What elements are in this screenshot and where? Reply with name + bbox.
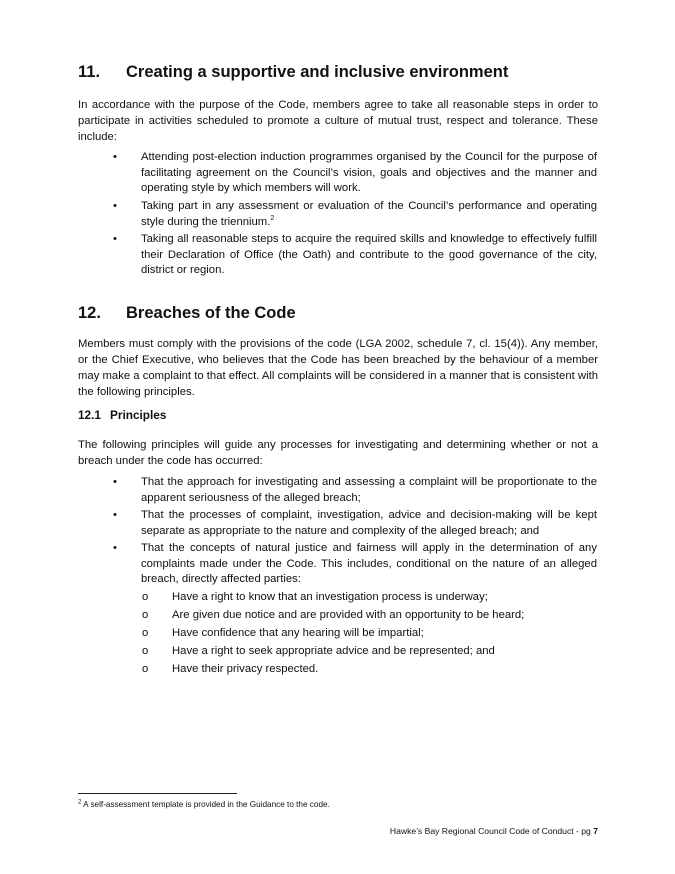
bullet-marker: • [113,151,117,163]
bullet-text: That the processes of complaint, investigation, advice and decision-making will be kept separate as appropriate to the nature and complexity of the alleged breach; and [141,509,597,537]
sub-bullet-text: Have a right to seek appropriate advice and be represented; and [172,645,495,657]
section-11-number: 11. [78,63,101,81]
bullet-marker: • [113,476,117,488]
sub-bullet-marker: o [142,609,149,621]
bullet-marker: • [113,509,117,521]
page-number: 7 [593,826,598,836]
bullet-text: Attending post-election induction programmes organised by the Council for the purpose of facilitating agreement on the Council’s vision, goals and objectives and the manner and operating style by which members will work. [141,151,597,194]
sub-bullet-text: Have their privacy respected. [172,663,319,675]
sub-bullet-text: Have confidence that any hearing will be impartial; [172,627,424,639]
subsection-12-1-heading [78,408,166,422]
section-12-heading [78,304,296,323]
sub-bullet-marker: o [142,627,149,639]
section-12-number: 12. [78,304,101,322]
bullet-marker: • [113,200,117,212]
footnote-reference[interactable]: 2 [270,214,275,222]
section-11-heading [78,63,508,82]
footnote-number: 2 [78,799,82,806]
bullet-text: Taking all reasonable steps to acquire the required skills and knowledge to effectively fulfill their Declaration of Office (the Oath) and contribute to the good governance of the city, district or region. [141,233,597,276]
bullet-marker: • [113,233,117,245]
sub-bullet-marker: o [142,645,149,657]
sub-bullet-marker: o [142,663,149,675]
bullet-text-body: Taking part in any assessment or evaluation of the Council’s performance and operating style during the triennium. [141,200,597,228]
footnote-text: A self-assessment template is provided in the Guidance to the code. [81,800,330,809]
principles-intro: The following principles will guide any processes for investigating and determining whether or not a breach under the code has occurred: [78,439,598,467]
sub-bullet-marker: o [142,591,149,603]
section-12-intro: Members must comply with the provisions of the code (LGA 2002, schedule 7, cl. 15(4)). Any member, or the Chief Executive, who believes that the Code has been breached by the behaviour of a member may make a complaint to that effect. All complaints will be considered in a manner that is consistent with the following principles. [78,338,598,398]
section-11-title: Creating a supportive and inclusive environment [126,63,509,81]
footnote-divider [78,793,237,794]
bullet-marker: • [113,542,117,554]
subsection-title: Principles [110,408,167,422]
sub-bullet-text: Are given due notice and are provided with an opportunity to be heard; [172,609,525,621]
footnote [78,800,330,809]
footer-text: Hawke’s Bay Regional Council Code of Conduct - pg [389,826,594,836]
subsection-number: 12.1 [78,408,101,422]
bullet-text: That the approach for investigating and assessing a complaint will be proportionate to the apparent seriousness of the alleged breach; [141,476,597,504]
page-footer [390,826,598,836]
bullet-text [141,199,597,230]
section-11-intro: In accordance with the purpose of the Code, members agree to take all reasonable steps in order to participate in activities scheduled to promote a culture of mutual trust, respect and tolerance. These include: [78,99,598,143]
sub-bullet-text: Have a right to know that an investigation process is underway; [172,591,488,603]
bullet-text: That the concepts of natural justice and fairness will apply in the determination of any complaints made under the Code. This includes, conditional on the nature of an alleged breach, directly affected parties: [141,542,597,585]
section-12-title: Breaches of the Code [126,304,296,322]
